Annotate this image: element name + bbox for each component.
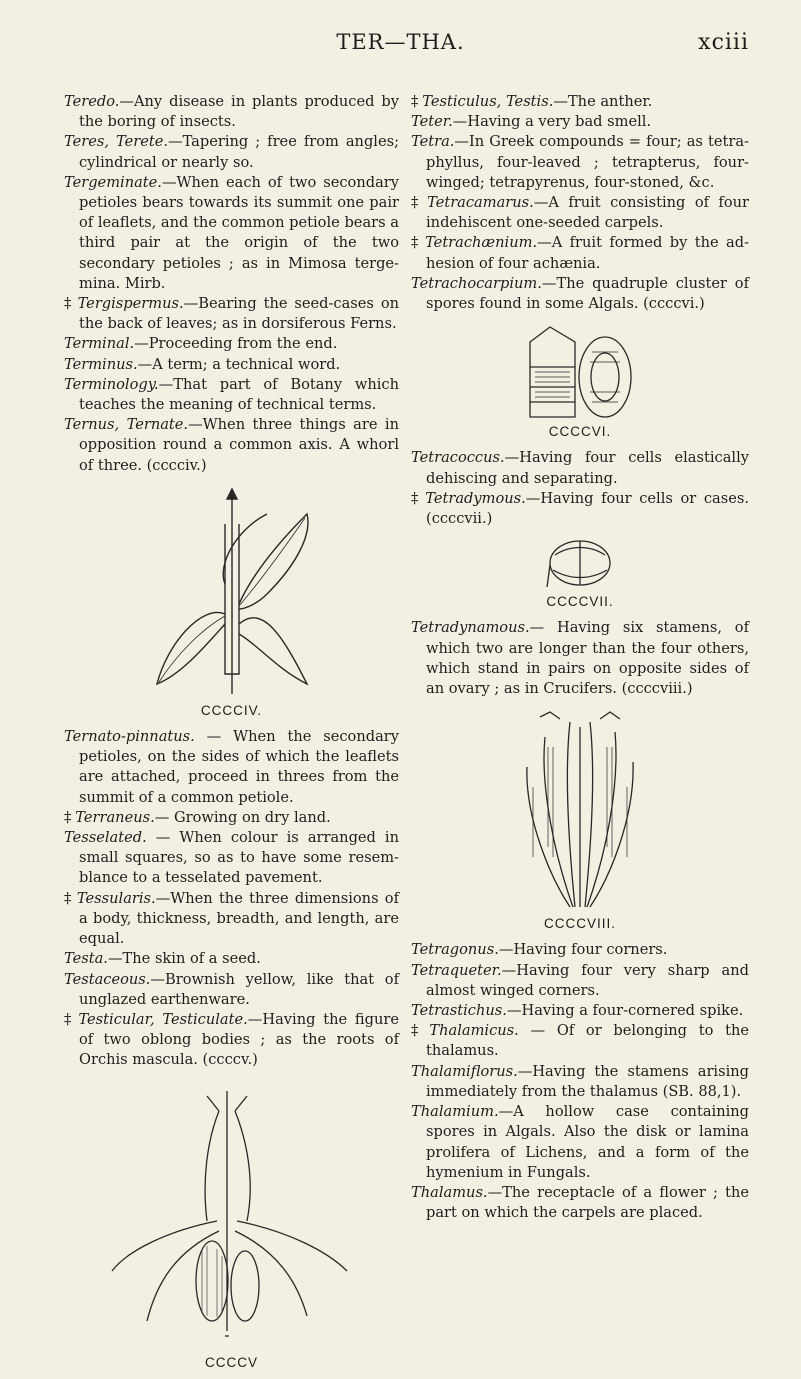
entry-definition: —Proceeding from the end. — [134, 335, 338, 353]
right-column — [411, 92, 749, 1223]
entry-term: Testa. — [64, 950, 108, 968]
orchis-mascula-roots-illustration — [107, 1081, 357, 1351]
entry-term: Tetraqueter. — [411, 961, 502, 979]
entry-definition: —A fruit consisting of four indehiscent one-seeded carpels. — [426, 194, 749, 232]
figure-ccccvi-spore-cluster — [411, 322, 749, 442]
entry-definition: —Tapering ; free from angles; cylindrical or nearly so. — [79, 133, 399, 171]
obsolete-dagger-mark: ‡ — [411, 1022, 426, 1040]
entry-definition: — When the secondary petioles, on the sides of which the leaflets are attached, proceed in threes from the summit of a common petiole. — [79, 728, 399, 806]
entry-definition: —Any disease in plants produced by the boring of insects. — [79, 93, 399, 131]
entry-definition: —When the three dimensions of a body, thickness, breadth, and length, are equal. — [79, 889, 399, 948]
entry-definition: —Bearing the seed-cases on the back of leaves; as in dorsiferous Ferns. — [79, 295, 400, 333]
entry-list — [64, 727, 399, 1070]
glossary-entry — [411, 940, 749, 960]
entry-definition: —When each of two secondary petioles bears towards its summit one pair of leaflets, and the common petiole bears a third pair at the origin of the two secondary petioles ; as in Mimosa terge-mina. Mirb. — [79, 173, 399, 292]
glossary-entry — [64, 727, 399, 808]
entry-term: Tetragonus. — [411, 941, 499, 959]
entry-term: Tetracoccus. — [411, 449, 505, 467]
entry-definition: —The receptacle of a flower ; the part on which the carpels are placed. — [426, 1183, 749, 1222]
entry-definition: —Having a four-cornered spike. — [506, 1002, 744, 1020]
glossary-entry — [411, 193, 749, 233]
obsolete-dagger-mark: ‡ — [411, 93, 419, 110]
entry-definition: —When three things are in opposition round a common axis. A whorl of three. (cccciv.) — [79, 416, 400, 474]
entry-term: Testicular, Testiculate. — [78, 1010, 248, 1028]
glossary-entry — [64, 1010, 399, 1071]
entry-definition: — When colour is arranged in small squares, so as to have some resem-blance to a tesselated pavement. — [79, 829, 399, 887]
entry-definition: —In Greek compounds = four; as tetra-phyllus, four-leaved ; tetrapterus, four-winged; tetrapyrenus, four-stoned, &c. — [426, 133, 749, 191]
entry-list — [411, 92, 749, 314]
entry-term: Tetrastichus. — [411, 1002, 507, 1020]
glossary-entry — [64, 828, 399, 889]
glossary-entry — [411, 448, 749, 488]
figure-caption: CCCCV — [204, 1354, 258, 1370]
entry-definition: —Having four cells or cases. (ccccvii.) — [426, 489, 749, 528]
entry-definition: —Having four cells elastically dehiscing and separating. — [426, 449, 749, 487]
entry-definition: —Having the figure of two oblong bodies ; as the roots of Orchis mascula. (ccccv.) — [79, 1010, 399, 1069]
figure-caption: CCCCVI. — [548, 424, 612, 440]
glossary-entry — [64, 415, 399, 476]
entry-term: Testiculus, Testis. — [422, 93, 554, 110]
entry-definition: —Having four very sharp and almost winged corners. — [426, 961, 749, 999]
glossary-entry — [411, 274, 749, 314]
obsolete-dagger-mark: ‡ — [64, 889, 73, 907]
obsolete-dagger-mark: ‡ — [411, 194, 424, 212]
entry-term: Tetra. — [411, 133, 455, 151]
glossary-entry — [64, 949, 399, 969]
entry-definition: —The quadruple cluster of spores found in some Algals. (ccccvi.) — [426, 274, 749, 313]
figure-ccccvii-tetradymous — [411, 535, 749, 612]
entry-definition: —A term; a technical word. — [137, 355, 341, 373]
entry-term: Thalamiflorus. — [411, 1062, 518, 1080]
glossary-entry — [411, 1062, 749, 1102]
left-column — [64, 92, 399, 1379]
entry-term: Tetradymous. — [425, 489, 526, 507]
glossary-entry — [411, 489, 749, 529]
figure-caption: CCCCVIII. — [543, 916, 616, 932]
entry-term: Tergeminate. — [64, 173, 162, 191]
entry-definition: — Growing on dry land. — [154, 808, 331, 826]
obsolete-dagger-mark: ‡ — [64, 295, 74, 313]
entry-term: Tetradynamous. — [411, 619, 530, 637]
entry-term: Tetrachocarpium. — [411, 274, 542, 292]
glossary-entry — [411, 1021, 749, 1061]
glossary-entry — [64, 294, 399, 334]
obsolete-dagger-mark: ‡ — [64, 1010, 75, 1028]
figure-ccccviii-stamens — [411, 707, 749, 934]
entry-definition: —Having four corners. — [498, 941, 668, 959]
figure-caption: CCCCIV. — [200, 702, 263, 718]
entry-term: Ternus, Ternate. — [64, 416, 189, 434]
entry-term: Tetrachænium. — [425, 234, 538, 252]
entry-list — [411, 940, 749, 1223]
tetradymous-illustration — [545, 535, 615, 590]
figure-ccccvi-ternate-leaf — [64, 484, 399, 721]
obsolete-dagger-mark: ‡ — [411, 489, 422, 507]
spore-cluster-illustration — [520, 322, 640, 420]
stamens-illustration — [515, 707, 645, 912]
glossary-entry — [64, 173, 399, 294]
obsolete-dagger-mark: ‡ — [64, 808, 72, 826]
entry-term: Thalamium. — [411, 1103, 499, 1121]
entry-definition: —Having a very bad smell. — [452, 113, 652, 131]
entry-definition: —That part of Botany which teaches the meaning of technical terms. — [79, 375, 399, 414]
entry-term: Terminal. — [64, 335, 135, 353]
entry-term: Terminus. — [64, 355, 138, 373]
entry-definition: —The skin of a seed. — [107, 950, 261, 968]
glossary-entry — [411, 112, 749, 132]
glossary-entry — [411, 132, 749, 193]
entry-term: Tetracamarus. — [427, 194, 534, 212]
entry-definition: — Of or belonging to the thalamus. — [426, 1022, 749, 1060]
glossary-entry — [64, 334, 399, 354]
figure-ccccv-orchis-roots — [64, 1081, 399, 1373]
glossary-entry — [411, 618, 749, 699]
entry-term: Terminology. — [64, 375, 159, 393]
glossary-entry — [411, 233, 749, 273]
entry-term: Ternato-pinnatus. — [64, 728, 195, 746]
ternate-leaf-illustration — [147, 484, 317, 699]
entry-term: Thalamus. — [411, 1183, 488, 1201]
glossary-entry — [64, 808, 399, 828]
entry-definition: —The anther. — [553, 93, 653, 110]
entry-list — [64, 92, 399, 476]
glossary-entry — [64, 375, 399, 415]
entry-term: Tergispermus. — [77, 295, 184, 313]
entry-term: Teres, Terete. — [64, 133, 168, 151]
entry-term: Teter. — [411, 113, 453, 131]
obsolete-dagger-mark: ‡ — [411, 234, 422, 252]
glossary-entry — [411, 1001, 749, 1021]
running-header — [0, 30, 801, 60]
entry-definition: —Having the stamens arising immediately from the thalamus (SB. 88,1). — [426, 1062, 749, 1100]
entry-term: Tesselated. — [64, 829, 147, 847]
glossary-entry — [411, 961, 749, 1001]
glossary-entry — [64, 92, 399, 132]
figure-caption: CCCCVII. — [546, 594, 614, 610]
entry-list — [411, 618, 749, 699]
entry-term: Tessularis. — [76, 889, 156, 907]
glossary-entry — [64, 132, 399, 172]
page-number: xciii — [698, 30, 749, 55]
glossary-entry — [64, 889, 399, 950]
glossary-entry — [411, 1183, 749, 1223]
glossary-entry — [64, 970, 399, 1010]
entry-term: Terraneus. — [75, 808, 155, 826]
glossary-entry — [411, 92, 749, 112]
entry-definition: —Brownish yellow, like that of unglazed earthenware. — [79, 970, 399, 1008]
entry-definition: —A hollow case containing spores in Algals. Also the disk or lamina prolifera of Lichens, and a form of the hymenium in Fungals. — [426, 1103, 749, 1181]
entry-term: Testaceous. — [64, 970, 151, 988]
entry-definition: —A fruit formed by the ad-hesion of four achænia. — [426, 234, 750, 272]
entry-list — [411, 448, 749, 529]
glossary-entry — [411, 1102, 749, 1183]
entry-term: Teredo. — [64, 93, 120, 110]
entry-term: Thalamicus. — [429, 1022, 519, 1040]
header-title: TER—THA. — [336, 30, 465, 54]
entry-definition: — Having six stamens, of which two are longer than the four others, which stand in pairs on opposite sides of an ovary ; as in Crucifers. (ccccviii.) — [426, 619, 749, 698]
glossary-entry — [64, 355, 399, 375]
